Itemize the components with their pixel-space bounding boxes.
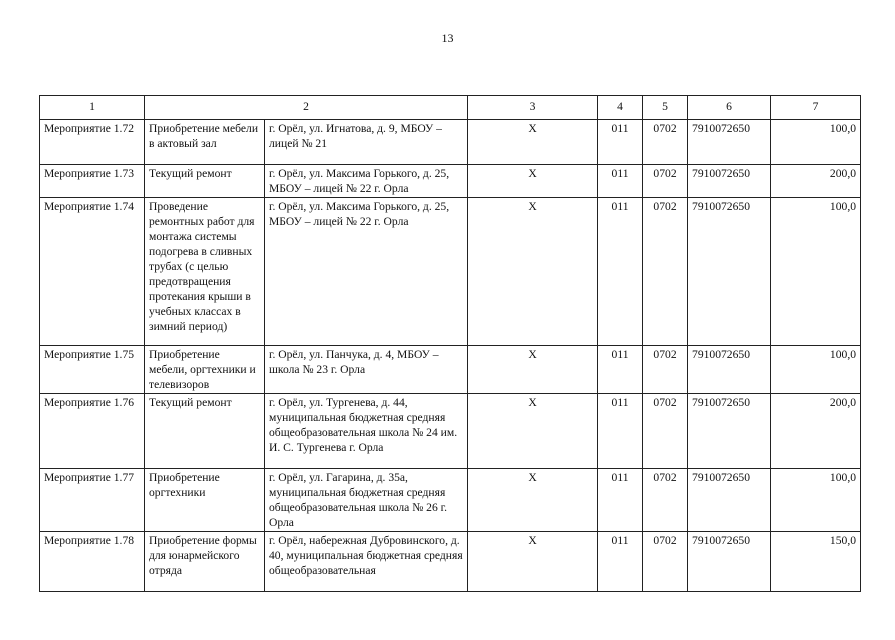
table-row <box>40 198 861 346</box>
table-row <box>40 165 861 198</box>
ministry-code: 011 <box>598 469 643 532</box>
section-code: 0702 <box>643 346 688 394</box>
event-description: Текущий ремонт <box>145 394 265 469</box>
event-address: г. Орёл, ул. Максима Горького, д. 25, МБОУ – лицей № 22 г. Орла <box>265 198 468 346</box>
target-code: 7910072650 <box>688 165 771 198</box>
target-code: 7910072650 <box>688 394 771 469</box>
ministry-code: 011 <box>598 532 643 592</box>
budget-table <box>39 95 861 592</box>
event-mark: X <box>468 346 598 394</box>
amount: 150,0 <box>771 532 861 592</box>
header-col-7: 7 <box>771 96 861 120</box>
header-col-6: 6 <box>688 96 771 120</box>
event-label: Мероприятие 1.76 <box>40 394 145 469</box>
event-address: г. Орёл, ул. Максима Горького, д. 25, МБОУ – лицей № 22 г. Орла <box>265 165 468 198</box>
page-number: 13 <box>441 31 454 45</box>
table-row <box>40 532 861 592</box>
ministry-code: 011 <box>598 198 643 346</box>
ministry-code: 011 <box>598 394 643 469</box>
target-code: 7910072650 <box>688 532 771 592</box>
header-col-5: 5 <box>643 96 688 120</box>
event-label: Мероприятие 1.78 <box>40 532 145 592</box>
amount: 100,0 <box>771 120 861 165</box>
event-description: Приобретение оргтехники <box>145 469 265 532</box>
event-mark: X <box>468 165 598 198</box>
ministry-code: 011 <box>598 120 643 165</box>
amount: 100,0 <box>771 469 861 532</box>
event-label: Мероприятие 1.75 <box>40 346 145 394</box>
event-description: Приобретение мебели в актовый зал <box>145 120 265 165</box>
event-mark: X <box>468 198 598 346</box>
ministry-code: 011 <box>598 346 643 394</box>
event-address: г. Орёл, ул. Игнатова, д. 9, МБОУ – лицей № 21 <box>265 120 468 165</box>
event-label: Мероприятие 1.73 <box>40 165 145 198</box>
ministry-code: 011 <box>598 165 643 198</box>
table-row <box>40 469 861 532</box>
event-mark: X <box>468 469 598 532</box>
target-code: 7910072650 <box>688 120 771 165</box>
event-mark: X <box>468 120 598 165</box>
target-code: 7910072650 <box>688 198 771 346</box>
header-col-1: 1 <box>40 96 145 120</box>
event-label: Мероприятие 1.77 <box>40 469 145 532</box>
event-address: г. Орёл, ул. Гагарина, д. 35а, муниципальная бюджетная средняя общеобразовательная школа № 26 г. Орла <box>265 469 468 532</box>
header-col-4: 4 <box>598 96 643 120</box>
section-code: 0702 <box>643 469 688 532</box>
event-mark: X <box>468 394 598 469</box>
section-code: 0702 <box>643 120 688 165</box>
section-code: 0702 <box>643 532 688 592</box>
header-row <box>40 96 861 120</box>
event-description: Проведение ремонтных работ для монтажа системы подогрева в сливных трубах (с целью предотвращения протекания крыши в учебных классах в зимний период) <box>145 198 265 346</box>
target-code: 7910072650 <box>688 346 771 394</box>
section-code: 0702 <box>643 165 688 198</box>
event-address: г. Орёл, ул. Панчука, д. 4, МБОУ – школа № 23 г. Орла <box>265 346 468 394</box>
event-description: Текущий ремонт <box>145 165 265 198</box>
target-code: 7910072650 <box>688 469 771 532</box>
amount: 100,0 <box>771 198 861 346</box>
header-col-2: 2 <box>145 96 468 120</box>
table-row <box>40 346 861 394</box>
event-label: Мероприятие 1.74 <box>40 198 145 346</box>
header-col-3: 3 <box>468 96 598 120</box>
table-row <box>40 120 861 165</box>
event-address: г. Орёл, набережная Дубровинского, д. 40, муниципальная бюджетная средняя общеобразовательная <box>265 532 468 592</box>
event-address: г. Орёл, ул. Тургенева, д. 44, муниципальная бюджетная средняя общеобразовательная школа № 24 им. И. С. Тургенева г. Орла <box>265 394 468 469</box>
amount: 200,0 <box>771 394 861 469</box>
event-description: Приобретение формы для юнармейского отряда <box>145 532 265 592</box>
event-label: Мероприятие 1.72 <box>40 120 145 165</box>
amount: 200,0 <box>771 165 861 198</box>
amount: 100,0 <box>771 346 861 394</box>
event-mark: X <box>468 532 598 592</box>
section-code: 0702 <box>643 198 688 346</box>
section-code: 0702 <box>643 394 688 469</box>
table-row <box>40 394 861 469</box>
event-description: Приобретение мебели, оргтехники и телевизоров <box>145 346 265 394</box>
